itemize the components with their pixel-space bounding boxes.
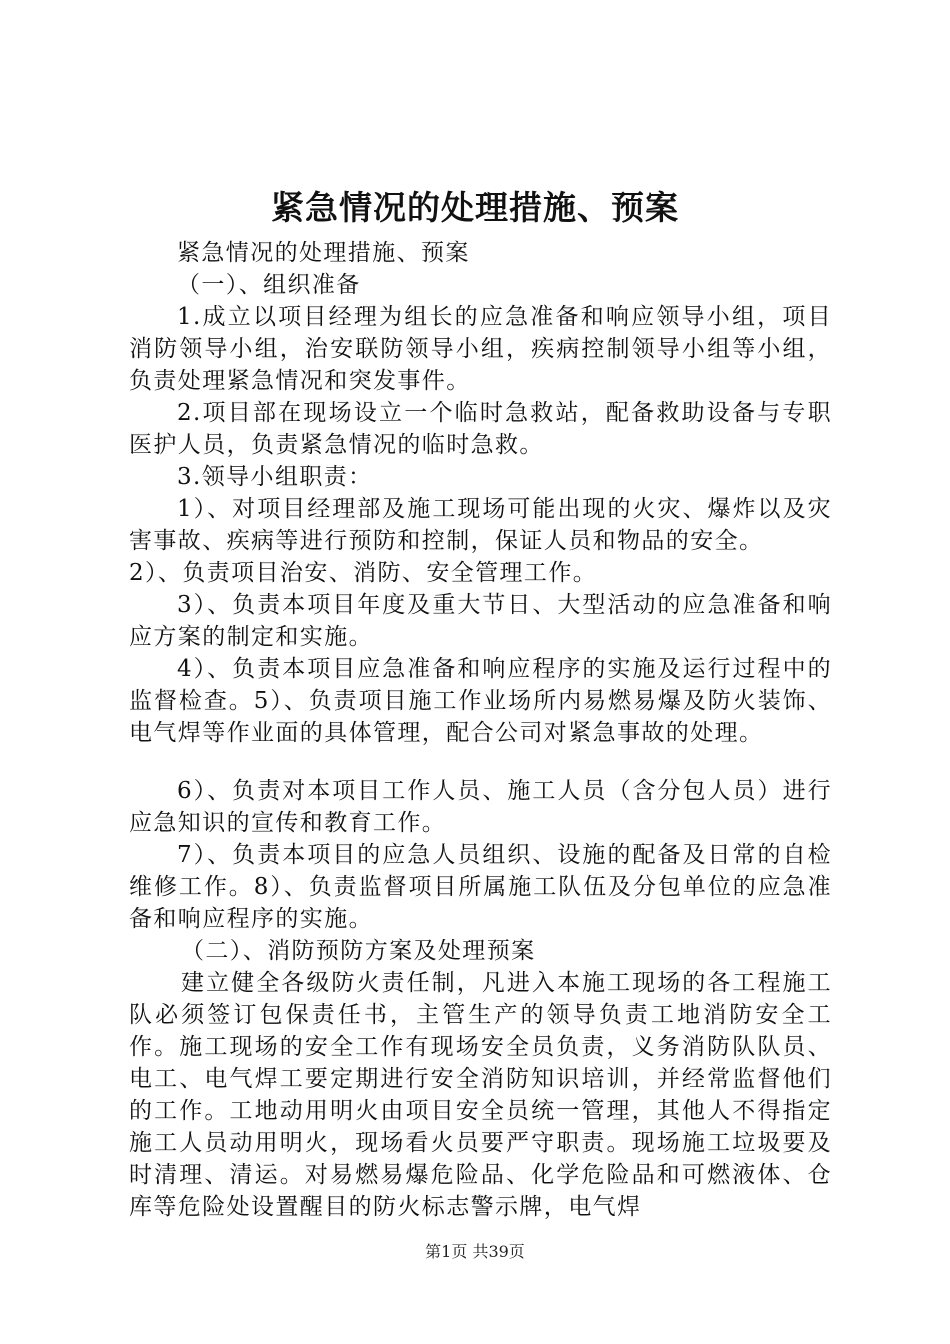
body-paragraph-item-2: 2.项目部在现场设立一个临时急救站，配备救助设备与专职医护人员，负责紧急情况的临时急救。 bbox=[129, 400, 832, 458]
page-number-footer: 第1页 共39页 bbox=[425, 1242, 525, 1261]
body-paragraph-subtitle: 紧急情况的处理措施、预案 bbox=[177, 240, 470, 266]
section-heading-organization: （一）、组织准备 bbox=[177, 272, 361, 298]
body-paragraph-item-3: 3.领导小组职责： bbox=[177, 464, 373, 490]
duty-item-4-5: 4）、负责本项目应急准备和响应程序的实施及运行过程中的监督检查。5）、负责项目施工作业场所内易燃易爆及防火装饰、电气焊等作业面的具体管理，配合公司对紧急事故的处理。 bbox=[129, 656, 832, 746]
duty-item-3: 3）、负责本项目年度及重大节日、大型活动的应急准备和响应方案的制定和实施。 bbox=[129, 592, 832, 650]
body-paragraph-item-1: 1.成立以项目经理为组长的应急准备和响应领导小组，项目消防领导小组，治安联防领导小组，疾病控制领导小组等小组，负责处理紧急情况和突发事件。 bbox=[129, 304, 832, 394]
document-title: 紧急情况的处理措施、预案 bbox=[271, 188, 679, 227]
duty-item-2: 2）、负责项目治安、消防、安全管理工作。 bbox=[129, 560, 598, 586]
duty-item-7-8: 7）、负责本项目的应急人员组织、设施的配备及日常的自检维修工作。8）、负责监督项目所属施工队伍及分包单位的应急准备和响应程序的实施。 bbox=[129, 842, 832, 932]
body-paragraph-fire-prevention: 建立健全各级防火责任制，凡进入本施工现场的各工程施工队必须签订包保责任书，主管生产的领导负责工地消防安全工作。施工现场的安全工作有现场安全员负责，义务消防队队员、电工、电气焊工要定期进行安全消防知识培训，并经常监督他们的工作。工地动用明火由项目安全员统一管理，其他人不得指定施工人员动用明火，现场看火员要严守职责。现场施工垃圾要及时清理、清运。对易燃易爆危险品、化学危险品和可燃液体、仓库等危险处设置醒目的防火标志警示牌，电气焊 bbox=[129, 970, 832, 1220]
section-heading-fire-prevention: （二）、消防预防方案及处理预案 bbox=[181, 938, 536, 964]
duty-item-6: 6）、负责对本项目工作人员、施工人员（含分包人员）进行应急知识的宣传和教育工作。 bbox=[129, 778, 832, 836]
duty-item-1: 1）、对项目经理部及施工现场可能出现的火灾、爆炸以及灾害事故、疾病等进行预防和控制，保证人员和物品的安全。 bbox=[129, 496, 832, 554]
document-body bbox=[129, 237, 832, 1223]
